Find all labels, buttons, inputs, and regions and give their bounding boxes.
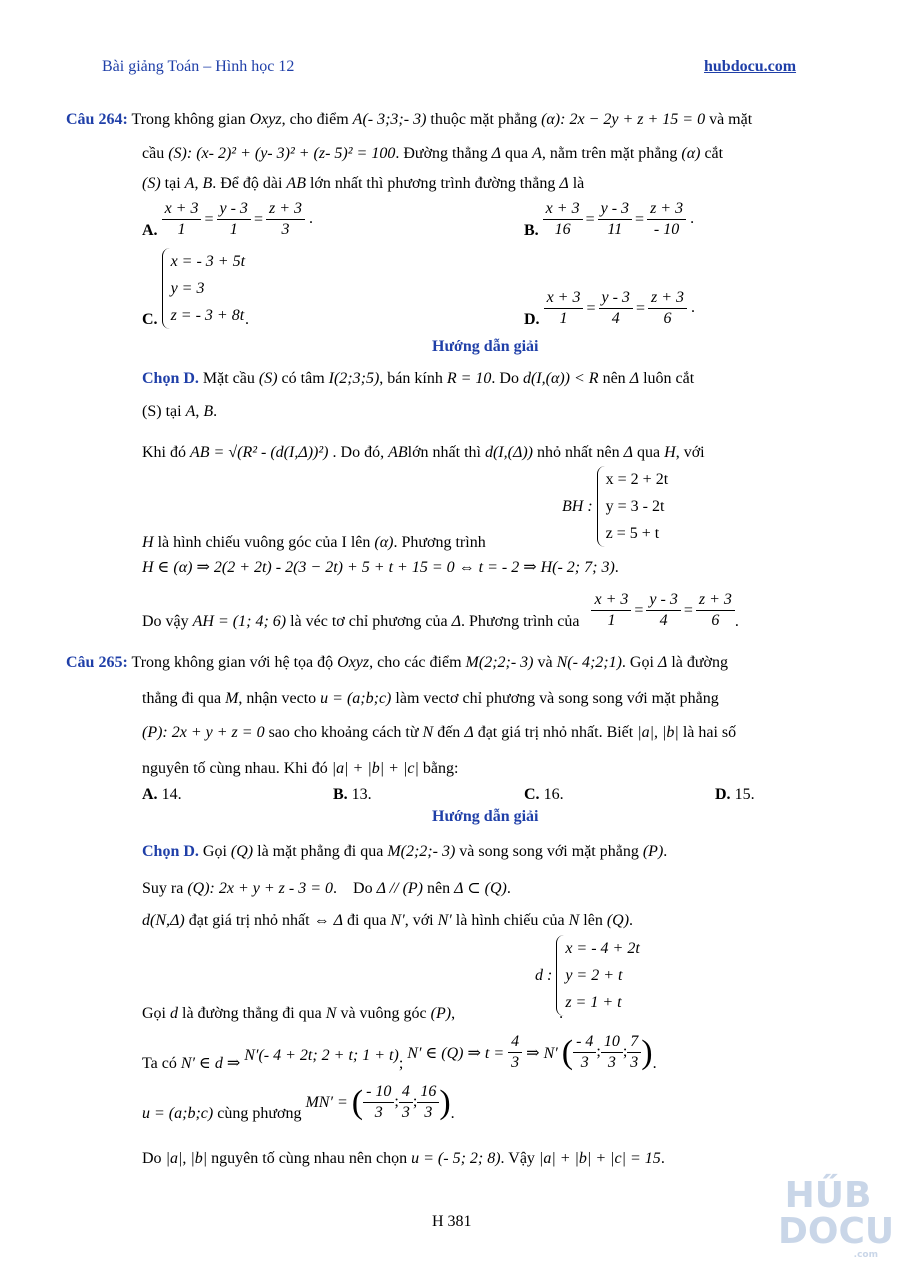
solution-265-line-4 <box>142 1005 563 1023</box>
question-265-line-4 <box>142 760 458 778</box>
text: . <box>663 843 668 860</box>
abs-b: |b| <box>190 1150 208 1167</box>
solution-264-line-1 <box>142 370 694 388</box>
text: . <box>734 613 739 630</box>
text: . Do <box>491 370 519 387</box>
option-265-b[interactable]: B. 13. <box>333 786 372 803</box>
oxyz-symbol: Oxyz <box>337 654 370 671</box>
text: Khi đó <box>142 444 186 461</box>
distance-condition: d(I,(α)) < R <box>522 370 599 387</box>
ab-formula: AB = √(R² - (d(I,Δ))²) <box>190 444 329 461</box>
point-a-letter: A <box>184 175 195 192</box>
final-answer: |a| + |b| + |c| = 15 <box>538 1150 661 1167</box>
text: , <box>194 175 199 192</box>
text: Mặt cầu <box>202 370 255 387</box>
text: . Để độ dài <box>212 175 283 192</box>
abs-a: |a| <box>165 1150 183 1167</box>
point-n-prime: N′ <box>390 912 405 929</box>
text: nguyên tố cùng nhau nên chọn <box>211 1150 408 1167</box>
plane-p: (P) <box>430 1005 452 1022</box>
text: , với <box>404 912 434 929</box>
text: làm vectơ chỉ phương và song song với mặt phẳng <box>395 690 719 707</box>
point-n: N(- 4;2;1) <box>556 654 622 671</box>
solution-264-line-4 <box>142 534 486 552</box>
text: Trong không gian với hệ tọa độ <box>131 654 334 671</box>
text: . Phương trình <box>393 534 486 551</box>
distance-expression: d(I,(Δ)) <box>484 444 533 461</box>
text: Ta có <box>142 1055 177 1072</box>
question-265-line-2 <box>142 690 719 708</box>
plane-p-equation: (P): 2x + y + z = 0 <box>142 724 265 741</box>
n-prime-in-q: N′ ∈ (Q) ⇒ t = <box>407 1044 505 1062</box>
option-label: C. <box>142 311 158 328</box>
solution-265-line-5: Ta có N′ ∈ d ⇒ N′(- 4 + 2t; 2 + t; 1 + t); N′ ∈ (Q) ⇒ t = $\frac{4}{3}$ ⇒ N′ ( $\frac{- 4}{3}$ ; $\frac{10}{3}$ ; $\frac{7}{3}$ ). <box>142 1033 657 1072</box>
delta-symbol: Δ <box>491 145 501 162</box>
solution-265-line-6: u = (a;b;c) cùng phương MN′ = ( $\frac{- 10}{3}$ ; $\frac{4}{3}$ ; $\frac{16}{3}$ ). <box>142 1083 455 1122</box>
question-264-line-3 <box>142 175 584 193</box>
text: bằng: <box>422 760 459 777</box>
delta-symbol: Δ <box>629 370 640 387</box>
sphere-symbol: (S) <box>258 370 278 387</box>
text: , cho điểm <box>281 111 349 128</box>
solution-265-title: Hướng dẫn giải <box>432 808 539 825</box>
text: và vuông góc <box>340 1005 427 1022</box>
point-a: A(- 3;3;- 3) <box>352 111 427 128</box>
delta-symbol: Δ <box>623 444 634 461</box>
fraction: $\frac{x + 3}{1}$ <box>162 199 202 240</box>
sphere-symbol: (S) <box>142 175 161 192</box>
parallel-relation: Δ // (P) <box>376 880 423 897</box>
text: , bán kính <box>379 370 443 387</box>
text: đạt giá trị nhỏ nhất <box>188 912 310 929</box>
point-a-letter: A <box>532 145 542 162</box>
text: thuộc mặt phẳng <box>430 111 538 128</box>
fraction: $\frac{x + 3}{16}$ <box>543 199 583 240</box>
text: là hình chiếu vuông góc của I lên <box>157 534 371 551</box>
option-value: 16 <box>543 786 560 803</box>
text: là hai số <box>682 724 737 741</box>
option-264-a[interactable]: A. $\frac{x + 3}{1}$ = $\frac{y - 3}{1}$ = $\frac{z + 3}{3}$ . <box>142 196 313 240</box>
delta-symbol: Δ <box>559 175 569 192</box>
option-value: 14 <box>161 786 178 803</box>
text: thẳng đi qua <box>142 690 222 707</box>
center-i: I(2;3;5) <box>328 370 380 387</box>
question-264-line-2 <box>142 145 723 163</box>
plane-p: (P) <box>642 843 664 860</box>
system-of-equations: x = - 3 + 5t y = 3 z = - 3 + 8t <box>162 248 245 329</box>
question-265-line-3 <box>142 724 736 742</box>
point-n-letter: N <box>325 1005 337 1022</box>
point-m-letter: M <box>225 690 239 707</box>
line-bh-system <box>562 466 668 547</box>
text: . Phương trình của <box>461 613 580 630</box>
text: qua <box>637 444 661 461</box>
iff-symbol: ⇔ Δ <box>313 912 343 929</box>
text: nhỏ nhất nên <box>537 444 620 461</box>
segment-ab: AB <box>286 175 306 192</box>
solution-264-title: Hướng dẫn giải <box>432 338 539 355</box>
point-m: M(2;2;- 3) <box>465 654 534 671</box>
text: nên <box>602 370 626 387</box>
bh-label: BH : <box>562 497 593 515</box>
text: Trong không gian <box>131 111 246 128</box>
plane-q: (Q) <box>606 912 630 929</box>
page-number: H 381 <box>432 1213 472 1230</box>
text: . <box>629 912 634 929</box>
vector-u: u = (a;b;c) <box>142 1105 214 1122</box>
fraction: $\frac{x + 3}{1}$ <box>544 288 584 329</box>
solution-265-line-7: Do |a|, |b| nguyên tố cùng nhau nên chọn u = (- 5; 2; 8). Vậy |a| + |b| + |c| = 15. <box>142 1150 665 1167</box>
option-label: B. <box>524 222 539 239</box>
option-value: 15 <box>734 786 751 803</box>
option-265-c[interactable]: C. 16. <box>524 786 564 803</box>
solution-264-line-5 <box>142 557 619 577</box>
point-b-letter: B <box>202 175 213 192</box>
text: tại <box>165 403 182 420</box>
n-prime-coordinates: N′(- 4 + 2t; 2 + t; 1 + t) <box>244 1047 399 1064</box>
plane-alpha-equation: (α): 2x − 2y + z + 15 = 0 <box>541 111 706 128</box>
text: , <box>451 1005 456 1022</box>
option-label: A. <box>142 222 158 239</box>
chosen-answer: Chọn D. <box>142 370 199 387</box>
abs-b: |b| <box>662 724 679 741</box>
text: là véc tơ chỉ phương của <box>290 613 448 630</box>
final-line-equation: $\frac{x + 3}{1}$ = $\frac{y - 3}{4}$ = $\frac{z + 3}{6}$ <box>591 590 734 631</box>
point-a-letter: A <box>185 403 196 420</box>
text: , nhận vecto <box>238 690 317 707</box>
text: có tâm <box>281 370 325 387</box>
h-computation: H ∈ (α) ⇒ 2(2 + 2t) - 2(3 − 2t) + 5 + t + 15 = 0 ⇔ t = - 2 ⇒ H(- 2; 7; 3) <box>142 559 615 576</box>
fraction: $\frac{z + 3}{6}$ <box>648 288 687 329</box>
abs-sum: |a| + |b| + |c| <box>331 760 419 777</box>
solution-264-line-6 <box>142 590 739 631</box>
segment-ab: AB <box>388 444 408 461</box>
text: . <box>213 403 218 420</box>
solution-265-line-1 <box>142 843 667 861</box>
text: đạt giá trị nhỏ nhất. Biết <box>477 724 634 741</box>
text: . <box>559 1005 564 1022</box>
text: là mặt phẳng đi qua <box>257 843 384 860</box>
text: . <box>506 880 511 897</box>
fraction: $\frac{z + 3}{- 10}$ <box>647 199 686 240</box>
plane-q-equation: (Q): 2x + y + z - 3 = 0 <box>187 880 334 897</box>
alpha-symbol: (α) <box>681 145 701 162</box>
option-label: C. <box>524 786 540 803</box>
text: , cho các điểm <box>369 654 462 671</box>
text: . <box>614 559 619 576</box>
chosen-answer: Chọn D. <box>142 843 199 860</box>
text: , với <box>675 444 705 461</box>
text: và <box>537 654 553 671</box>
text: . <box>333 880 338 897</box>
text: và mặt <box>709 111 753 128</box>
solution-265-line-2 <box>142 878 511 898</box>
text: đến <box>437 724 461 741</box>
point-b-letter: B <box>203 403 214 420</box>
option-264-c[interactable]: C. x = - 3 + 5t y = 3 z = - 3 + 8t . <box>142 248 249 329</box>
text: lớn nhất thì <box>407 444 481 461</box>
text: lên <box>583 912 603 929</box>
solution-264-line-3 <box>142 444 705 462</box>
question-264-label: Câu 264: <box>66 111 128 128</box>
text: Gọi <box>142 1005 166 1022</box>
point-n-letter: N <box>568 912 580 929</box>
system-of-equations: x = 2 + 2t y = 3 - 2t z = 5 + t <box>597 466 669 547</box>
line-d-system <box>535 935 640 1016</box>
text: cùng phương <box>217 1105 302 1122</box>
text: . Vậy <box>500 1150 535 1167</box>
vector-mn-prime: MN′ = <box>305 1093 348 1111</box>
text: . Gọi <box>621 654 654 671</box>
alpha-symbol: (α) <box>374 534 394 551</box>
system-of-equations: x = - 4 + 2t y = 2 + t z = 1 + t <box>556 935 639 1016</box>
text: luôn cắt <box>643 370 695 387</box>
oxyz-symbol: Oxyz <box>249 111 282 128</box>
option-265-a[interactable]: A. 14. <box>142 786 182 803</box>
point-n-prime: N′ <box>437 912 452 929</box>
question-265-line-1 <box>66 654 728 672</box>
text: . Do đó, <box>332 444 385 461</box>
n-prime-in-d: N′ ∈ d ⇒ <box>180 1055 241 1072</box>
text: . Đường thẳng <box>395 145 488 162</box>
text: lớn nhất thì phương trình đường thẳng <box>309 175 556 192</box>
fraction: $\frac{y - 3}{11}$ <box>598 199 632 240</box>
point-h: H <box>142 534 154 551</box>
text: nguyên tố cùng nhau. Khi đó <box>142 760 328 777</box>
chosen-vector: u = (- 5; 2; 8) <box>411 1150 501 1167</box>
radius: R = 10 <box>446 370 492 387</box>
text: Do vậy <box>142 613 189 630</box>
solution-264-line-2 <box>142 403 217 421</box>
sphere-symbol: (S) <box>142 403 162 420</box>
option-label: D. <box>715 786 731 803</box>
vector-ah: AH = (1; 4; 6) <box>192 613 287 630</box>
text: cắt <box>704 145 724 162</box>
abs-a: |a| <box>637 724 655 741</box>
option-264-b[interactable]: B. $\frac{x + 3}{16}$ = $\frac{y - 3}{11}$ = $\frac{z + 3}{- 10}$ . <box>524 196 694 240</box>
plane-q: (Q) <box>230 843 254 860</box>
delta-symbol: Δ <box>657 654 668 671</box>
header-site-link[interactable]: hubdocu.com <box>704 58 797 75</box>
option-label: B. <box>333 786 348 803</box>
distance-n-delta: d(N,Δ) <box>142 912 185 929</box>
text: đi qua <box>346 912 387 929</box>
text: cầu <box>142 145 165 162</box>
text: Do <box>353 880 373 897</box>
option-264-d[interactable]: D. $\frac{x + 3}{1}$ = $\frac{y - 3}{4}$ = $\frac{z + 3}{6}$ . <box>524 285 695 329</box>
text: và song song với mặt phẳng <box>459 843 639 860</box>
text: , <box>654 724 659 741</box>
text: , nằm trên mặt phẳng <box>541 145 678 162</box>
vector-u: u = (a;b;c) <box>320 690 392 707</box>
text: Do <box>142 1150 162 1167</box>
text: Gọi <box>202 843 227 860</box>
option-value: 13 <box>351 786 368 803</box>
line-d-letter: d <box>170 1005 178 1022</box>
point-m: M(2;2;- 3) <box>387 843 456 860</box>
text: là hình chiếu của <box>455 912 565 929</box>
text: tại <box>164 175 181 192</box>
question-264-line-1 <box>66 111 752 129</box>
fraction: $\frac{z + 3}{3}$ <box>266 199 305 240</box>
text: , <box>195 403 200 420</box>
fraction: $\frac{y - 3}{1}$ <box>217 199 251 240</box>
option-label: A. <box>142 786 158 803</box>
solution-265-line-3 <box>142 912 633 930</box>
option-label: D. <box>524 311 540 328</box>
header-title: Bài giảng Toán – Hình học 12 <box>102 58 295 75</box>
sphere-equation: (S): (x- 2)² + (y- 3)² + (z- 5)² = 100 <box>168 145 396 162</box>
question-265-label: Câu 265: <box>66 654 128 671</box>
text: Suy ra <box>142 880 184 897</box>
text: qua <box>504 145 529 162</box>
delta-symbol: Δ <box>464 724 474 741</box>
text: nên <box>427 880 451 897</box>
hubdocu-logo: HŰB DOCU .com <box>778 1175 895 1260</box>
text: là đường thẳng đi qua <box>182 1005 322 1022</box>
option-265-d[interactable]: D. 15. <box>715 786 755 803</box>
implies: ⇒ N′ <box>526 1044 558 1062</box>
fraction: $\frac{y - 3}{4}$ <box>599 288 633 329</box>
point-h: H <box>664 444 676 461</box>
text: sao cho khoảng cách từ <box>268 724 419 741</box>
d-label: d : <box>535 966 553 984</box>
point-n-letter: N <box>422 724 434 741</box>
text: là đường <box>671 654 728 671</box>
subset-relation: Δ ⊂ (Q) <box>454 880 507 897</box>
delta-symbol: Δ <box>451 613 462 630</box>
text: là <box>572 175 585 192</box>
